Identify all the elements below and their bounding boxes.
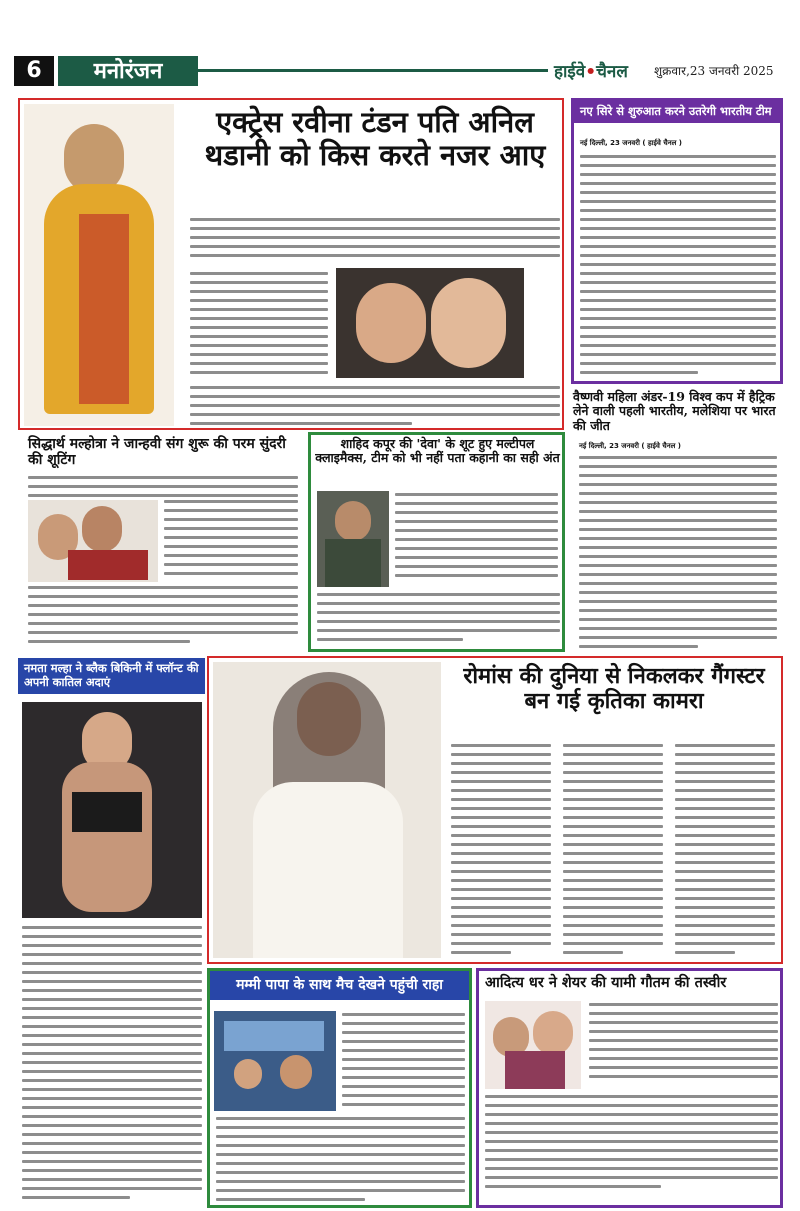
kritika-col-2 [563,744,663,960]
raveena-couple-photo [336,268,524,378]
aditya-headline: आदित्य धर ने शेयर की यामी गौतम की तस्वीर [485,974,727,991]
cricket-body [580,155,776,380]
article-namrata [18,658,205,1210]
shahid-headline: शाहिद कपूर की 'देवा' के शूट हुए मल्टीपल क्लाइमैक्स, टीम को भी नहीं पता कहानी का सही अंत [315,436,560,466]
raveena-saree-photo [24,104,174,426]
article-raveena [18,98,564,430]
page-header [14,56,786,86]
aditya-body-bottom [485,1095,778,1194]
raveena-body-bottom [190,386,560,431]
shahid-body-right [395,493,558,583]
vaishnavi-body [579,456,777,654]
raha-body-bottom [216,1117,465,1207]
article-sidharth [18,436,305,651]
issue-date: शुक्रवार,23 जनवरी 2025 [654,64,774,78]
raveena-body-left [190,272,328,380]
shahid-body-bottom [317,593,560,647]
kritika-col-3 [675,744,775,960]
brand-dot: • [585,62,597,82]
kritika-col-1 [451,744,551,960]
kritika-photo [213,662,441,958]
namrata-body [22,926,202,1205]
newspaper-brand [554,59,628,82]
raha-stadium-photo [214,1011,336,1111]
brand-left: हाईवे [554,62,586,82]
raveena-headline: एक्ट्रेस रवीना टंडन पति अनिल थडानी को किस करते नजर आए [204,105,546,173]
section-title: मनोरंजन [58,56,198,86]
sidharth-janhvi-photo [28,500,158,582]
shahid-photo [317,491,389,587]
article-kritika [207,656,783,964]
header-rule [198,69,548,72]
page-number: 6 [14,56,54,86]
article-raha [207,968,472,1208]
namrata-bikini-photo [22,702,202,918]
article-shahid [308,432,565,652]
kritika-headline: रोमांस की दुनिया से निकलकर गैंगस्टर बन गई कृतिका कामरा [463,663,765,715]
raveena-body-top [190,218,560,263]
brand-right: चैनल [596,62,628,82]
namrata-headline: नमता मल्हा ने ब्लैक बिकिनी में फ्लॉन्ट की अपनी कातिल अदाएं [18,658,205,694]
raha-headline: मम्मी पापा के साथ मैच देखने पहुंची राहा [210,971,469,1000]
article-cricket [571,98,783,384]
vaishnavi-headline: वैष्णवी महिला अंडर-19 विश्व कप में हैट्रिक लेने वाली पहली भारतीय, मलेशिया पर भारत की जीत [573,389,776,433]
sidharth-body-bottom [28,586,298,649]
cricket-dateline-line [580,139,776,152]
aditya-body-right [589,1003,778,1084]
raha-body-right [342,1013,465,1112]
vaishnavi-dateline: नई दिल्ली, 23 जनवरी ( हाईवे चैनल ) [579,442,682,450]
sidharth-body-right [164,500,298,581]
article-aditya [476,968,783,1208]
aditya-yami-photo [485,1001,581,1089]
sidharth-body-top [28,476,298,503]
cricket-dateline: नई दिल्ली, 23 जनवरी ( हाईवे चैनल ) [580,139,683,147]
sidharth-headline: सिद्धार्थ मल्होत्रा ने जान्हवी संग शुरू की परम सुंदरी की शूटिंग [28,436,286,469]
cricket-headline: नए सिरे से शुरुआत करने उतरेगी भारतीय टीम [574,101,780,123]
article-vaishnavi [571,390,783,652]
